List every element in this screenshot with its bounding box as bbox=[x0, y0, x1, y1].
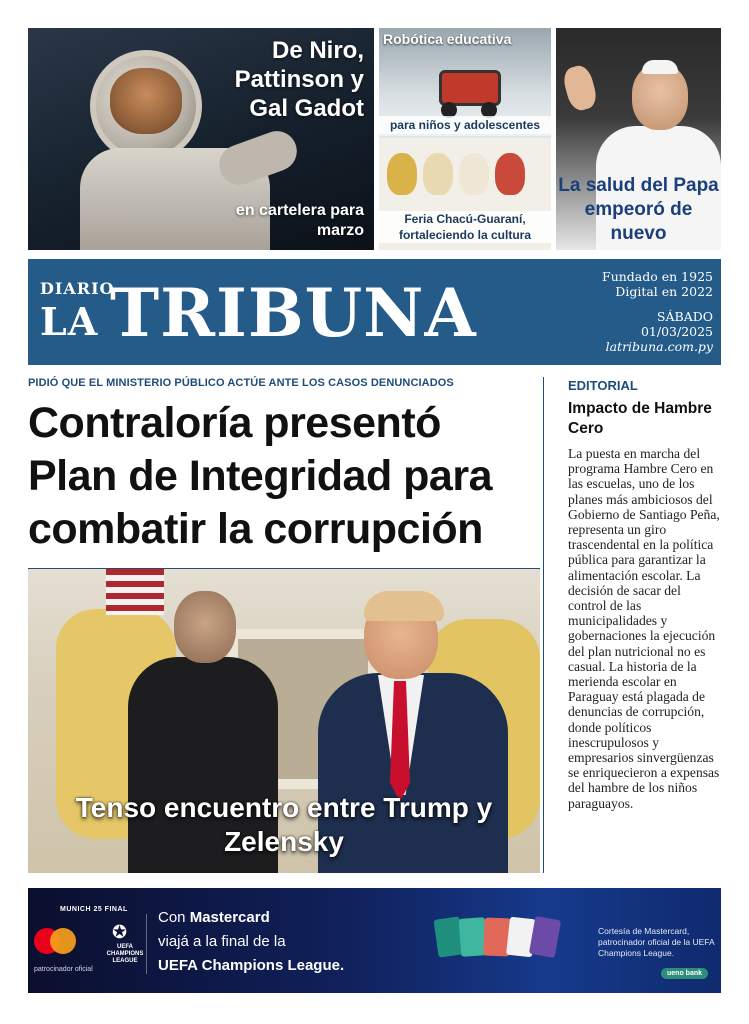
main-story-headline[interactable]: Contraloría presentó Plan de Integridad para combatir la corrupción bbox=[28, 399, 492, 553]
masthead-diario: DIARIO bbox=[40, 279, 115, 298]
teaser-robotics-fair[interactable] bbox=[379, 28, 551, 250]
pope-hand-image bbox=[561, 63, 599, 113]
champions-star-icon: ✪ bbox=[112, 922, 128, 942]
founded-text: Fundado en 1925 bbox=[602, 269, 713, 284]
flag-image bbox=[106, 569, 164, 615]
masthead-info bbox=[573, 269, 713, 354]
teaser-movie-subtitle: en cartelera para marzo bbox=[235, 202, 364, 239]
editorial-body: La puesta en marcha del programa Hambre Cero en las escuelas, uno de los planes más ambiciosos del Gobierno de Santiago Peña, representa un giro trascendental en la política pública para garantizar la alimentación escolar. La decisión de sacar del control de las municipalidades y gobernaciones la ejecución del plan nutricional no es casual. La historia de la merienda escolar en Paraguay está plagada de denuncias de corrupción, donde políticos inescrupulosos y empresarios sinvergüenzas se enriquecieron a expensas del hambre de los niños paraguayos. bbox=[568, 446, 720, 811]
date-text: 01/03/2025 bbox=[640, 324, 713, 339]
ad-line1-brand: Mastercard bbox=[189, 909, 270, 926]
teaser-fair-title: Feria Chacú-Guaraní, fortaleciendo la cultura bbox=[379, 211, 551, 243]
teaser-pope[interactable] bbox=[556, 28, 721, 250]
teaser-movie-title: De Niro, Pattinson y Gal Gadot bbox=[234, 37, 364, 122]
editorial-title[interactable]: Impacto de Hambre Cero bbox=[568, 400, 712, 437]
ad-sponsor-text: patrocinador oficial bbox=[34, 966, 93, 973]
column-divider bbox=[543, 377, 544, 873]
ad-ucl-text: UEFA CHAMPIONS LEAGUE bbox=[106, 944, 144, 964]
editorial-label: EDITORIAL bbox=[568, 378, 638, 393]
mask-image bbox=[387, 153, 417, 195]
astronaut-face-image bbox=[110, 68, 182, 134]
robot-image bbox=[439, 70, 501, 106]
card-image bbox=[529, 916, 561, 958]
ad-banner[interactable] bbox=[28, 888, 721, 993]
teaser-pope-title: La salud del Papa empeoró de nuevo bbox=[558, 175, 719, 244]
ad-line1-prefix: Con bbox=[158, 909, 186, 926]
masthead-la: LA bbox=[40, 299, 99, 344]
weekday-text: SÁBADO bbox=[656, 309, 713, 324]
ueno-bank-logo: ueno bank bbox=[661, 968, 708, 979]
ad-line2: viajá a la final de la bbox=[158, 933, 286, 950]
mask-image bbox=[459, 153, 489, 195]
digital-text: Digital en 2022 bbox=[615, 284, 713, 299]
masthead bbox=[28, 259, 721, 365]
teaser-movie[interactable] bbox=[28, 28, 374, 250]
ad-munich-text: MUNICH 25 FINAL bbox=[60, 906, 128, 913]
mask-image bbox=[495, 153, 525, 195]
ad-divider bbox=[146, 914, 147, 974]
ad-right-text: Cortesía de Mastercard, patrocinador oficial de la UEFA Champions League. bbox=[598, 926, 715, 958]
photo-caption: Tenso encuentro entre Trump y Zelensky bbox=[75, 792, 493, 857]
mastercard-logo-circle bbox=[50, 928, 76, 954]
trump-hair-image bbox=[364, 591, 444, 621]
website-link[interactable]: latribuna.com.py bbox=[605, 339, 713, 354]
ad-line3: UEFA Champions League. bbox=[158, 957, 345, 974]
ad-main-text bbox=[158, 906, 344, 978]
masthead-logo[interactable]: TRIBUNA bbox=[110, 274, 477, 352]
pope-zucchetto-image bbox=[642, 60, 678, 74]
zelensky-face-image bbox=[174, 591, 236, 663]
photo-story[interactable] bbox=[28, 569, 540, 873]
teaser-robotics-title: Robótica educativa bbox=[383, 31, 512, 47]
mask-image bbox=[423, 153, 453, 195]
teaser-robotics-subtitle: para niños y adolescentes bbox=[379, 116, 551, 134]
main-story-kicker: PIDIÓ QUE EL MINISTERIO PÚBLICO ACTÚE ANTE LOS CASOS DENUNCIADOS bbox=[28, 377, 454, 389]
